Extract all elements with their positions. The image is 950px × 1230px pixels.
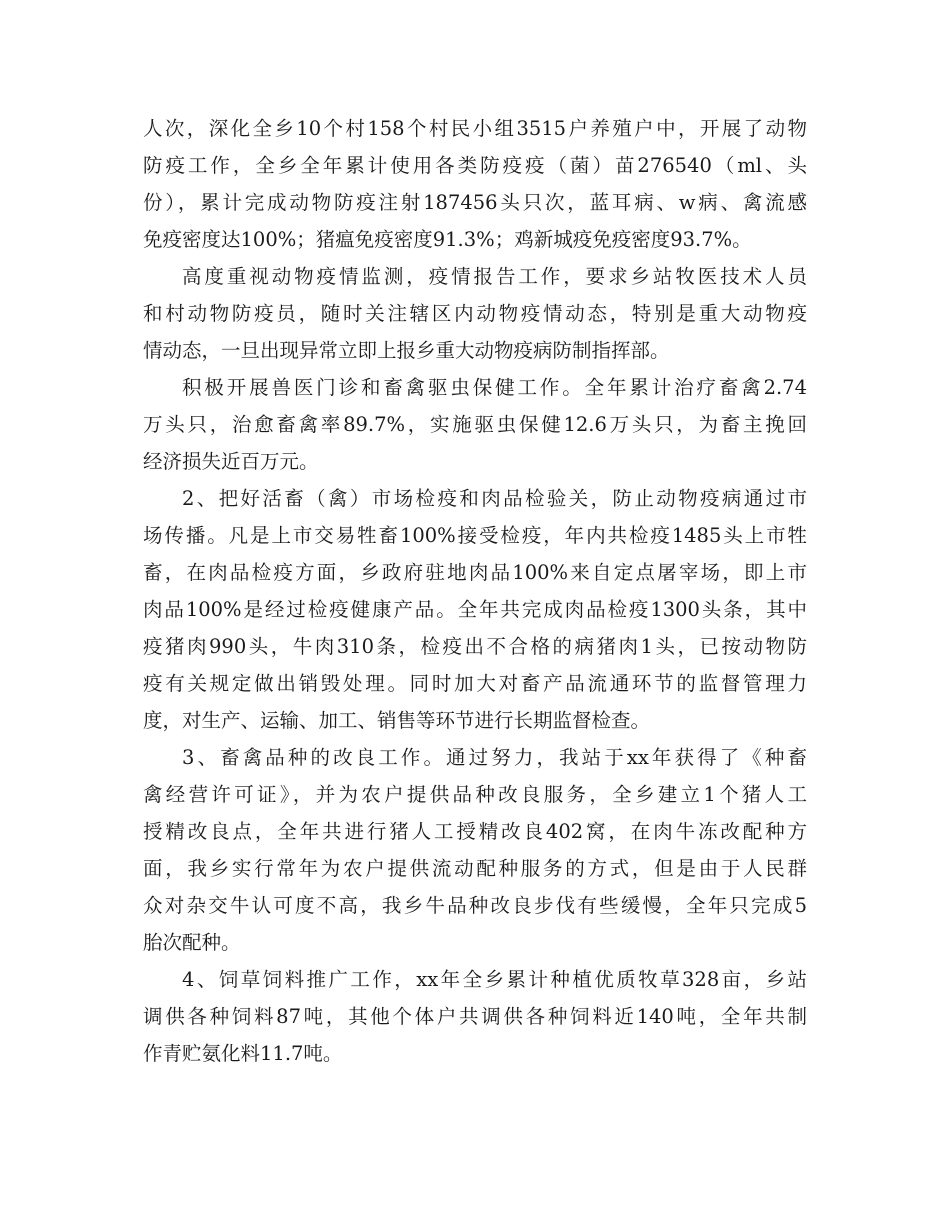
text-line: 畜，在肉品检疫方面，乡政府驻地肉品100%来自定点屠宰场，即上市 — [143, 561, 807, 584]
text-line: 众对杂交牛认可度不高，我乡牛品种改良步伐有些缓慢，全年只完成5 — [143, 894, 807, 917]
text-line: 免疫密度达100%；猪瘟免疫密度91.3%；鸡新城疫免疫密度93.7%。 — [143, 228, 752, 251]
text-line: 3、畜禽品种的改良工作。通过努力，我站于xx年获得了《种畜 — [182, 746, 807, 769]
text-line: 授精改良点，全年共进行猪人工授精改良402窝，在肉牛冻改配种方 — [143, 820, 807, 843]
text-line: 疫有关规定做出销毁处理。同时加大对畜产品流通环节的监督管理力 — [143, 672, 807, 695]
text-line: 度，对生产、运输、加工、销售等环节进行长期监督检查。 — [143, 709, 651, 732]
text-line: 积极开展兽医门诊和畜禽驱虫保健工作。全年累计治疗畜禽2.74 — [182, 376, 807, 399]
text-line: 疫猪肉990头，牛肉310条，检疫出不合格的病猪肉1头，已按动物防 — [143, 635, 807, 658]
text-line: 场传播。凡是上市交易牲畜100%接受检疫，年内共检疫1485头上市牲 — [143, 524, 807, 547]
text-line: 作青贮氨化料11.7吨。 — [143, 1042, 343, 1065]
text-line: 万头只，治愈畜禽率89.7%，实施驱虫保健12.6万头只，为畜主挽回 — [143, 413, 807, 436]
text-line: 和村动物防疫员，随时关注辖区内动物疫情动态，特别是重大动物疫 — [143, 302, 807, 325]
text-line: 防疫工作，全乡全年累计使用各类防疫疫（菌）苗276540（ml、头 — [143, 154, 807, 177]
text-line: 人次，深化全乡10个村158个村民小组3515户养殖户中，开展了动物 — [143, 117, 807, 140]
text-line: 禽经营许可证》，并为农户提供品种改良服务，全乡建立1个猪人工 — [143, 783, 807, 806]
text-line: 面，我乡实行常年为农户提供流动配种服务的方式，但是由于人民群 — [143, 857, 807, 880]
text-line: 4、饲草饲料推广工作，xx年全乡累计种植优质牧草328亩，乡站 — [182, 968, 807, 991]
text-line: 肉品100%是经过检疫健康产品。全年共完成肉品检疫1300头条，其中 — [143, 598, 807, 621]
text-line: 调供各种饲料87吨，其他个体户共调供各种饲料近140吨，全年共制 — [143, 1005, 807, 1028]
text-line: 经济损失近百万元。 — [143, 450, 319, 473]
text-line: 份），累计完成动物防疫注射187456头只次，蓝耳病、w病、禽流感 — [143, 191, 807, 214]
text-line: 高度重视动物疫情监测，疫情报告工作，要求乡站牧医技术人员 — [182, 265, 807, 288]
document-body — [143, 110, 807, 1072]
text-line: 胎次配种。 — [143, 931, 241, 954]
text-line: 2、把好活畜（禽）市场检疫和肉品检验关，防止动物疫病通过市 — [182, 487, 807, 510]
text-line: 情动态，一旦出现异常立即上报乡重大动物疫病防制指挥部。 — [143, 339, 670, 362]
